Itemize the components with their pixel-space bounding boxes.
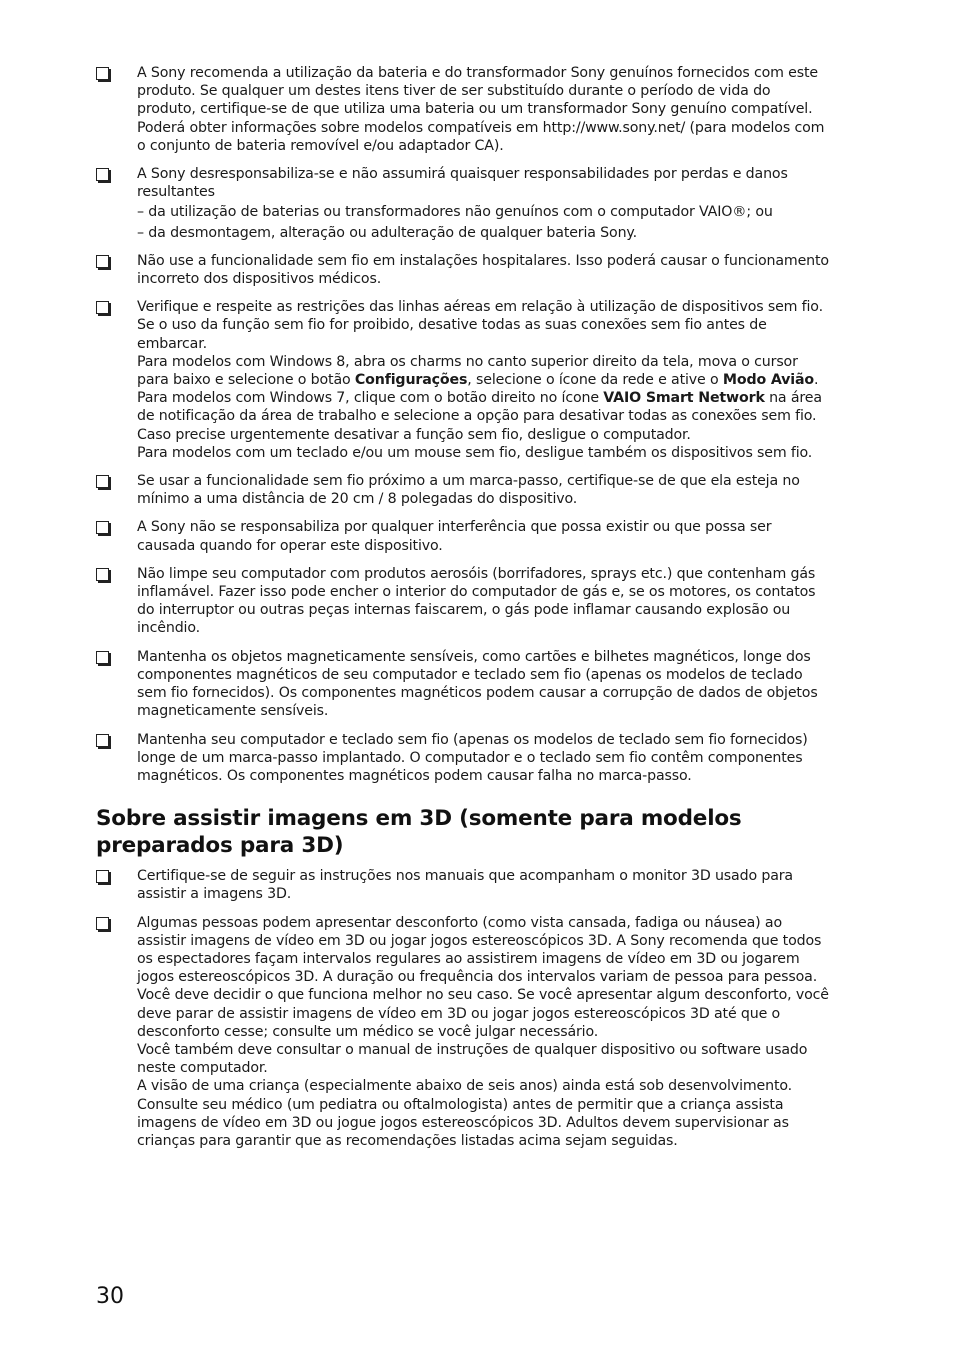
text-run: Para modelos com Windows 8, abra os charms no canto superior direito da tela, mova o cursor para baixo e selecione o botão [137, 353, 798, 389]
sub-item: – da utilização de baterias ou transformadores não genuínos com o computador VAIO®; ou [137, 204, 773, 221]
list-item [96, 472, 831, 508]
list-item [96, 867, 831, 903]
list-item [96, 165, 831, 242]
checkbox-bullet-icon [96, 568, 109, 581]
vaio-smart-network-label: VAIO Smart Network [603, 390, 765, 407]
checkbox-bullet-icon [96, 521, 109, 534]
item-text [137, 389, 831, 425]
checkbox-bullet-icon [96, 168, 109, 181]
text-run: Para modelos com Windows 7, clique com o botão direito no ícone [137, 390, 604, 407]
page-number: 30 [96, 1284, 124, 1309]
checkbox-bullet-icon [96, 67, 109, 80]
list-item [96, 298, 831, 462]
item-text: A Sony não se responsabiliza por qualquer interferência que possa existir ou que possa ser causada quando for operar este dispositivo. [137, 519, 772, 554]
text-run: , selecione o ícone da rede e ative o [467, 372, 723, 389]
item-text: Certifique-se de seguir as instruções nos manuais que acompanham o monitor 3D usado para assistir a imagens 3D. [137, 868, 793, 903]
checkbox-bullet-icon [96, 917, 109, 930]
checkbox-bullet-icon [96, 475, 109, 488]
text-run: na área de notificação da área de trabalho e selecione a opção para desativar todas as conexões sem fio. [137, 390, 822, 425]
settings-label: Configurações [354, 372, 468, 389]
item-text: A Sony desresponsabiliza-se e não assumirá quaisquer responsabilidades por perdas e danos resultantes [137, 166, 788, 201]
item-text: Se usar a funcionalidade sem fio próximo a um marca-passo, certifique-se de que ela esteja no mínimo a uma distância de 20 cm / 8 polegadas do dispositivo. [137, 473, 800, 508]
list-item [96, 914, 831, 1151]
item-text: Caso precise urgentemente desativar a função sem fio, desligue o computador. [137, 426, 691, 443]
item-text: Algumas pessoas podem apresentar desconforto (como vista cansada, fadiga ou náusea) ao assistir imagens de vídeo em 3D ou jogar jogos estereoscópicos 3D. A Sony recomenda que todos os espectadores façam intervalos regulares ao assistirem imagens de vídeo em 3D ou jogarem jogos estereoscópicos 3D. A duração ou frequência dos intervalos variam de pessoa para pessoa. Você deve decidir o que funciona melhor no seu caso. Se você apresentar algum desconforto, você deve parar de assistir imagens de vídeo em 3D ou jogar jogos estereoscópicos 3D até que o desconforto cesse; consulte um médico se você julgar necessário. [137, 914, 829, 1040]
checkbox-bullet-icon [96, 255, 109, 268]
item-text: A Sony recomenda a utilização da bateria e do transformador Sony genuínos fornecidos com este produto. Se qualquer um destes itens tiver de ser substituído durante o período de vida do produto, certifique-se de que utiliza uma bateria ou um transformador Sony genuíno compatível. Poderá obter informações sobre modelos compatíveis em http://www.sony.net/ (para modelos com o conjunto de bateria removível e/ou adaptador CA). [137, 65, 825, 154]
item-text: Você também deve consultar o manual de instruções de qualquer dispositivo ou software usado neste computador. [137, 1041, 808, 1077]
checkbox-bullet-icon [96, 870, 109, 883]
page-content [96, 64, 831, 1160]
list-item [96, 648, 831, 721]
list-item [96, 731, 831, 786]
checkbox-bullet-icon [96, 301, 109, 314]
item-text: Não use a funcionalidade sem fio em instalações hospitalares. Isso poderá causar o funcionamento incorreto dos dispositivos médicos. [137, 252, 829, 288]
item-text: Não limpe seu computador com produtos aerosóis (borrifadores, sprays etc.) que contenham gás inflamável. Fazer isso pode encher o interior do computador de gás e, se os motores, os contatos do interruptor ou outras peças internas faiscarem, o gás pode inflamar causando explosão ou incêndio. [137, 565, 816, 637]
item-text: Mantenha os objetos magneticamente sensíveis, como cartões e bilhetes magnéticos, longe dos componentes magnéticos de seu computador e teclado sem fio (apenas os modelos de teclado sem fio fornecidos). Os componentes magnéticos podem causar a corrupção de dados de objetos magneticamente sensíveis. [137, 648, 818, 720]
airplane-mode-label: Modo Avião [722, 372, 814, 389]
sub-item: – da desmontagem, alteração ou adulteração de qualquer bateria Sony. [137, 224, 637, 241]
item-text [137, 353, 831, 389]
list-item [96, 252, 831, 288]
item-text: Mantenha seu computador e teclado sem fio (apenas os modelos de teclado sem fio fornecidos) longe de um marca-passo implantado. O computador e o teclado sem fio contêm componentes magnéticos. Os componentes magnéticos podem causar falha no marca-passo. [137, 731, 808, 784]
list-item [96, 565, 831, 638]
section-heading: Sobre assistir imagens em 3D (somente para modelos preparados para 3D) [96, 806, 742, 859]
checkbox-bullet-icon [96, 734, 109, 747]
text-run: . [814, 372, 819, 389]
checkbox-bullet-icon [96, 651, 109, 664]
item-text: Para modelos com um teclado e/ou um mouse sem fio, desligue também os dispositivos sem fio. [137, 444, 813, 461]
item-text: Verifique e respeite as restrições das linhas aéreas em relação à utilização de dispositivos sem fio. Se o uso da função sem fio for proibido, desative todas as suas conexões sem fio antes de embarcar. [137, 299, 823, 352]
item-text: A visão de uma criança (especialmente abaixo de seis anos) ainda está sob desenvolvimento. Consulte seu médico (um pediatra ou oftalmologista) antes de permitir que a criança assista imagens de vídeo em 3D ou jogue jogos estereoscópicos 3D. Adultos devem supervisionar as crianças para garantir que as recomendações listadas acima sejam seguidas. [137, 1078, 793, 1149]
list-item [96, 518, 831, 554]
list-item [96, 64, 831, 155]
